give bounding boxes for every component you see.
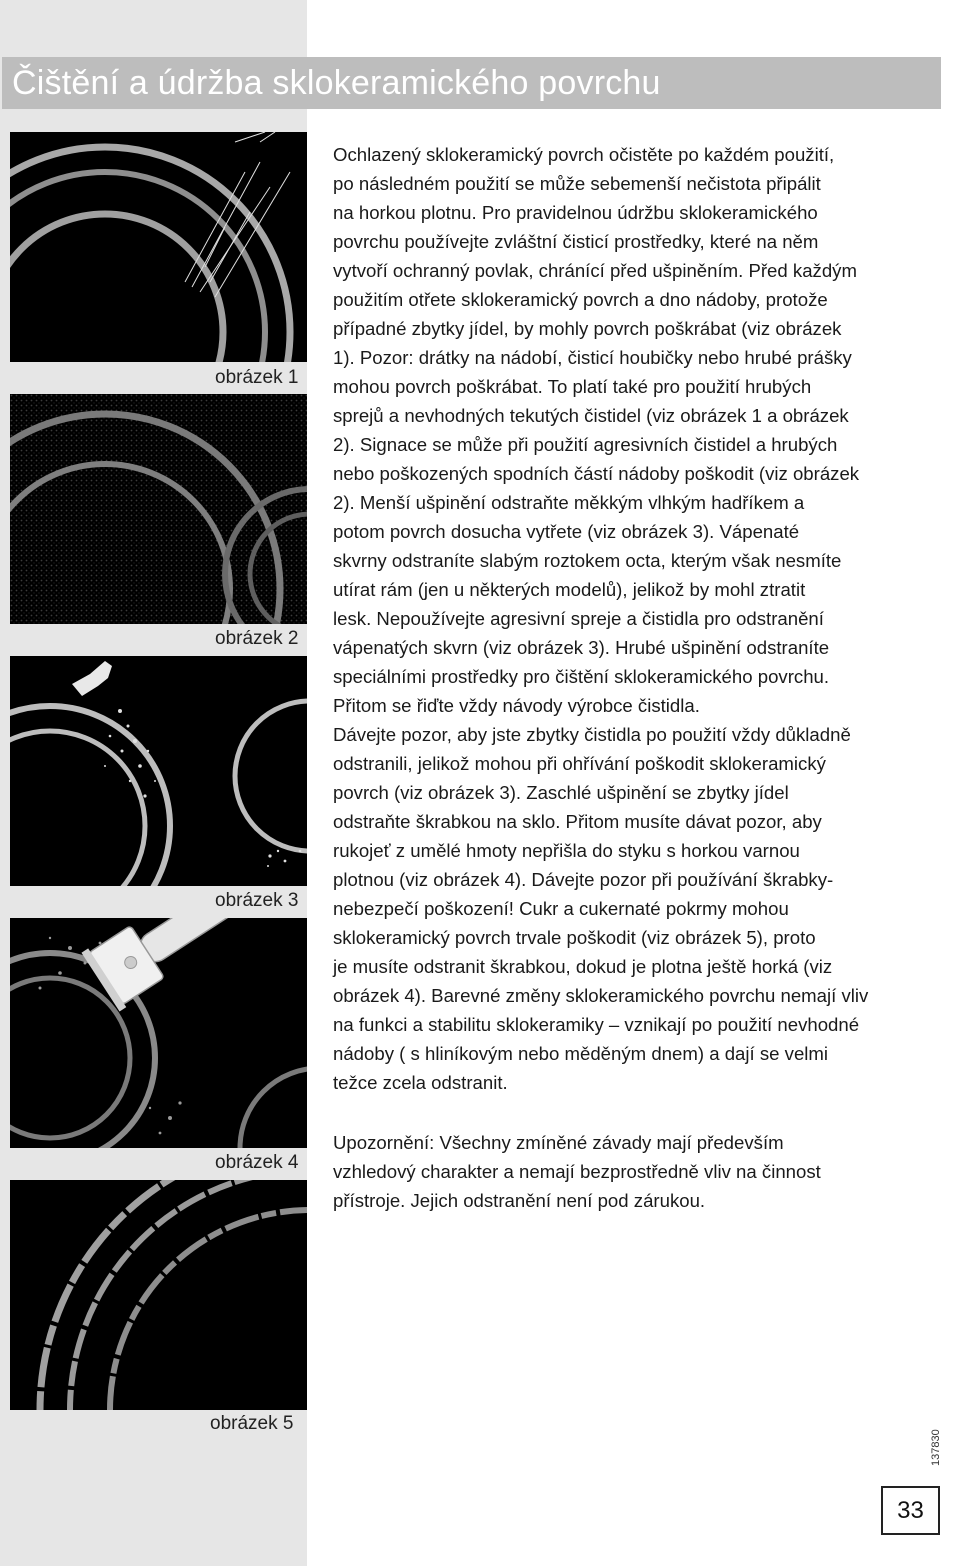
figure-4-caption: obrázek 4 — [215, 1152, 299, 1173]
figure-1-image — [10, 132, 307, 362]
figure-5-image — [10, 1180, 307, 1410]
title-bar — [2, 57, 941, 109]
document-code: 137830 — [930, 1429, 942, 1466]
figure-2-caption: obrázek 2 — [215, 628, 299, 649]
page-title: Čištění a údržba sklokeramického povrchu — [12, 63, 661, 102]
figure-5-caption: obrázek 5 — [210, 1413, 294, 1434]
figure-4-image — [10, 918, 307, 1148]
warning-notice: Upozornění: Všechny zmíněné závady mají především vzhledový charakter a nemají bezprostředně vliv na činnost přístroje. Jejich odstranění není pod zárukou. — [333, 1132, 821, 1211]
body-paragraph: Ochlazený sklokeramický povrch očistěte po každém použití, po následném použití se může sebemenší nečistota připálit na horkou plotnu. Pro pravidelnou údržbu sklokeramického povrchu používejte zvláštní čisticí prostředky, které na něm vytvoří ochranný povlak, chránící před ušpiněním. Před každým použitím otřete sklokeramický povrch a dno nádoby, protože případné zbytky jídel, by mohly povrch poškrábat (viz obrázek 1). Pozor: drátky na nádobí, čisticí houbičky nebo hrubé prášky mohou povrch poškrábat. To platí také pro použití hrubých sprejů a nevhodných tekutých čistidel (viz obrázek 1 a obrázek 2). Signace se může při použití agresivních čistidel a hrubých nebo poškozených spodních částí nádoby poškodit (viz obrázek 2). Menší ušpinění odstraňte měkkým vlhkým hadříkem a potom povrch dosucha vytřete (viz obrázek 3). Vápenaté skvrny odstraníte slabým roztokem octa, kterým však nesmíte utírat rám (jen u některých modelů), jelikož by mohl ztratit lesk. Nepoužívejte agresivní spreje a čistidla pro odstranění vápenatých skvrn (viz obrázek 3). Hrubé ušpinění odstraníte speciálními prostředky pro čištění sklokeramického povrchu. Přitom se řiďte vždy návody výrobce čistidla. Dávejte pozor, aby jste zbytky čistidla po použití vždy důkladně odstranili, jelikož mohou při ohřívání poškodit sklokeramický povrch (viz obrázek 3). Zaschlé ušpinění se zbytky jídel odstraňte škrabkou na sklo. Přitom musíte dávat pozor, aby rukojeť z umělé hmoty nepřišla do styku s horkou varnou plotnou (viz obrázek 4). Dávejte pozor při používání škrabky- nebezpečí poškození! Cukr a cukernaté pokrmy mohou sklokeramický povrch trvale poškodit (viz obrázek 5), proto je musíte odstranit škrabkou, dokud je plotna ještě horká (viz obrázek 4). Barevné změny sklokeramického povrchu nemají vliv na funkci a stabilitu sklokeramiky – vznikají po použití nevhodné nádoby ( s hliníkovým nebo měděným dnem) a dají se velmi težce zcela odstranit. — [333, 144, 869, 1093]
figure-1-caption: obrázek 1 — [215, 367, 299, 388]
figure-3-caption: obrázek 3 — [215, 890, 299, 911]
page-number: 33 — [881, 1486, 940, 1535]
figure-3-image — [10, 656, 307, 886]
figure-2-image — [10, 394, 307, 624]
